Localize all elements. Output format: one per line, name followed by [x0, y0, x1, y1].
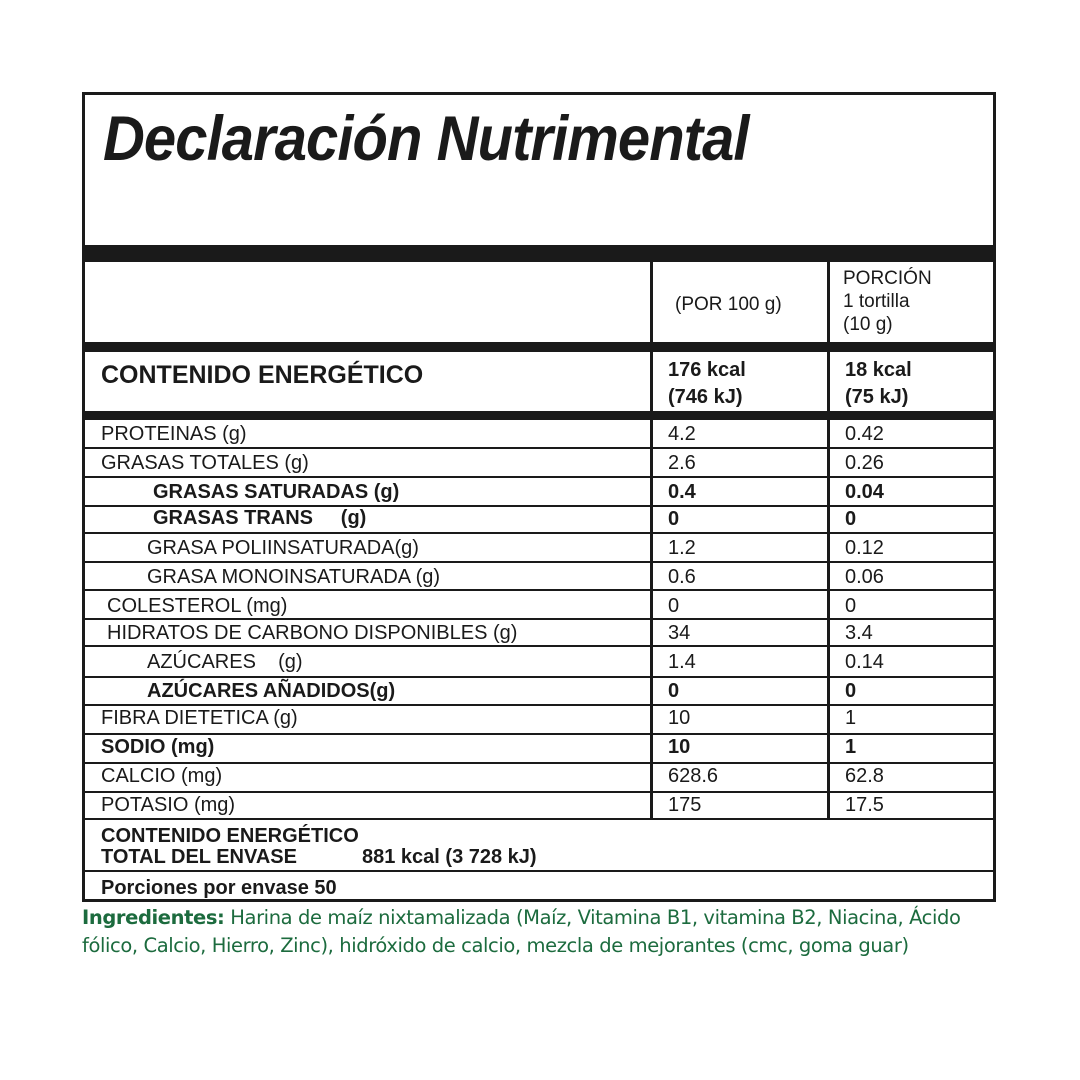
nutrient-value-per100: 0 [668, 680, 680, 702]
nutrient-value-portion: 1 [845, 736, 857, 758]
ingredients-list: Harina de maíz nixtamalizada (Maíz, Vitamina B1, vitamina B2, Niacina, Ácido fólico, Calcio, Hierro, Zinc), hidróxido de calcio, mezcla de mejorantes (cmc, goma guar) [82, 906, 961, 957]
total-energy-value: 881 kcal (3 728 kJ) [362, 846, 537, 868]
nutrient-value-portion: 0.12 [845, 537, 884, 559]
energy-portion-kj: (75 kJ) [845, 386, 909, 408]
nutrient-value-portion: 0.06 [845, 566, 884, 588]
nutrient-label: AZÚCARES (g) [147, 651, 303, 673]
nutrient-value-per100: 0 [668, 508, 680, 530]
column-divider [650, 262, 653, 820]
nutrient-label: HIDRATOS DE CARBONO DISPONIBLES (g) [107, 622, 518, 644]
divider-bar [85, 342, 993, 352]
nutrient-value-portion: 0 [845, 508, 857, 530]
divider-bar [85, 245, 993, 262]
header-portion-size: (10 g) [843, 314, 893, 335]
nutrient-value-per100: 10 [668, 707, 691, 729]
nutrient-value-per100: 175 [668, 794, 702, 816]
nutrient-value-portion: 17.5 [845, 794, 884, 816]
portions-per-package: Porciones por envase 50 [101, 877, 337, 899]
nutrient-value-per100: 2.6 [668, 452, 696, 474]
energy-portion-kcal: 18 kcal [845, 359, 912, 381]
nutrient-value-portion: 3.4 [845, 622, 873, 644]
nutrient-label: PROTEINAS (g) [101, 423, 247, 445]
nutrient-value-per100: 0.4 [668, 481, 696, 503]
label-title: Declaración Nutrimental [103, 104, 749, 174]
nutrient-value-portion: 0 [845, 680, 857, 702]
nutrient-value-portion: 62.8 [845, 765, 884, 787]
nutrient-value-portion: 1 [845, 707, 857, 729]
total-energy-line1: CONTENIDO ENERGÉTICO [101, 825, 359, 847]
nutrient-value-portion: 0.42 [845, 423, 884, 445]
nutrient-value-per100: 628.6 [668, 765, 719, 787]
header-portion-unit: 1 tortilla [843, 291, 910, 312]
nutrient-label: SODIO (mg) [101, 736, 215, 758]
nutrient-label: GRASAS TRANS (g) [153, 507, 367, 529]
energy-label: CONTENIDO ENERGÉTICO [101, 361, 424, 389]
nutrient-value-per100: 4.2 [668, 423, 696, 445]
nutrient-label: GRASAS TOTALES (g) [101, 452, 309, 474]
nutrient-value-per100: 10 [668, 736, 691, 758]
nutrient-label: CALCIO (mg) [101, 765, 223, 787]
nutrient-label: FIBRA DIETETICA (g) [101, 707, 298, 729]
nutrient-value-per100: 34 [668, 622, 691, 644]
column-divider [827, 262, 830, 820]
ingredients-text [82, 904, 1012, 960]
nutrient-label: POTASIO (mg) [101, 794, 236, 816]
nutrient-value-per100: 1.2 [668, 537, 696, 559]
ingredients-label: Ingredientes: [82, 906, 225, 929]
header-portion: PORCIÓN [843, 268, 932, 289]
energy-per100-kcal: 176 kcal [668, 359, 746, 381]
nutrient-value-per100: 0.6 [668, 566, 696, 588]
nutrient-value-per100: 1.4 [668, 651, 696, 673]
divider-bar [85, 411, 993, 420]
nutrient-label: GRASA POLIINSATURADA(g) [147, 537, 419, 559]
nutrient-label: GRASAS SATURADAS (g) [153, 481, 400, 503]
nutrient-label: AZÚCARES AÑADIDOS(g) [147, 680, 396, 702]
nutrient-label: GRASA MONOINSATURADA (g) [147, 566, 441, 588]
nutrition-label [82, 92, 996, 902]
nutrient-value-portion: 0.14 [845, 651, 884, 673]
nutrient-value-per100: 0 [668, 595, 680, 617]
total-energy-line2: TOTAL DEL ENVASE [101, 846, 297, 868]
nutrient-value-portion: 0 [845, 595, 857, 617]
nutrient-value-portion: 0.04 [845, 481, 884, 503]
energy-per100-kj: (746 kJ) [668, 386, 743, 408]
nutrient-value-portion: 0.26 [845, 452, 884, 474]
header-per-100: (POR 100 g) [675, 294, 782, 315]
nutrient-label: COLESTEROL (mg) [107, 595, 288, 617]
